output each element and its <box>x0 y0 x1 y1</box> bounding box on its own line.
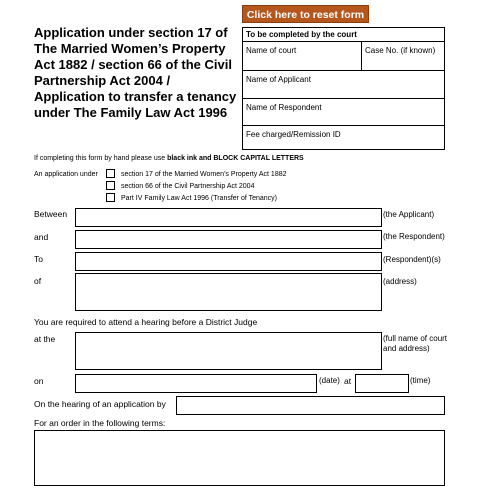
on-label: on <box>34 376 44 386</box>
checkbox-part-iv[interactable] <box>106 193 115 202</box>
court-address-suffix: (full name of court and address) <box>383 334 448 353</box>
applicant-suffix: (the Applicant) <box>383 210 435 219</box>
instruction-prefix: If completing this form by hand please use <box>34 155 168 162</box>
applicant-name-input[interactable] <box>176 396 445 415</box>
option-section-17-label: section 17 of the Married Women’s Property Act 1882 <box>121 171 287 178</box>
instruction-emphasis: black ink and BLOCK CAPITAL LETTERS <box>167 155 304 162</box>
date-suffix: (date) <box>319 376 340 385</box>
name-of-court-field[interactable] <box>243 42 362 70</box>
of-label: of <box>34 276 42 286</box>
to-suffix: (Respondent)(s) <box>383 255 441 264</box>
at-label: at <box>344 376 352 386</box>
option-part-iv-label: Part IV Family Law Act 1996 (Transfer of Tenancy) <box>121 195 278 202</box>
name-of-respondent-field[interactable] <box>243 99 444 126</box>
court-use-box <box>242 27 445 150</box>
and-label: and <box>34 232 49 242</box>
respondent-input[interactable] <box>75 230 382 249</box>
hearing-date-input[interactable] <box>75 374 317 393</box>
order-terms-label: For an order in the following terms: <box>34 418 166 428</box>
on-hearing-label: On the hearing of an application by <box>34 399 166 409</box>
checkbox-section-17[interactable] <box>106 169 115 178</box>
instruction-note <box>34 155 304 162</box>
reset-form-button[interactable]: Click here to reset form <box>242 5 369 23</box>
between-label: Between <box>34 209 68 219</box>
checkbox-section-66[interactable] <box>106 181 115 190</box>
fee-field[interactable] <box>243 126 444 150</box>
name-of-respondent-label: Name of Respondent <box>246 103 322 112</box>
time-suffix: (time) <box>410 376 431 385</box>
application-under-label: An application under <box>34 171 98 178</box>
respondent-suffix: (the Respondent) <box>383 232 445 241</box>
hearing-required-text: You are required to attend a hearing before a District Judge <box>34 317 258 327</box>
order-terms-input[interactable] <box>34 430 445 486</box>
fee-label: Fee charged/Remission ID <box>246 130 341 139</box>
hearing-time-input[interactable] <box>355 374 409 393</box>
option-section-66-label: section 66 of the Civil Partnership Act 2004 <box>121 183 255 190</box>
case-no-label: Case No. (if known) <box>365 46 436 55</box>
at-the-label: at the <box>34 334 56 344</box>
form-title: Application under section 17 of The Married Women’s Property Act 1882 / section 66 of the Civil Partnership Act 2004 / Application to transfer a tenancy under The Family Law Act 1996 <box>34 25 237 120</box>
name-of-applicant-label: Name of Applicant <box>246 75 311 84</box>
address-suffix: (address) <box>383 277 417 286</box>
case-no-field[interactable] <box>362 42 446 70</box>
name-of-court-label: Name of court <box>246 46 297 55</box>
name-of-applicant-field[interactable] <box>243 71 444 99</box>
to-label: To <box>34 254 43 264</box>
applicant-input[interactable] <box>75 208 382 227</box>
court-address-input[interactable] <box>75 332 382 370</box>
address-input[interactable] <box>75 273 382 311</box>
to-respondents-input[interactable] <box>75 252 382 271</box>
court-box-heading: To be completed by the court <box>243 28 444 42</box>
court-row-name <box>243 42 444 71</box>
